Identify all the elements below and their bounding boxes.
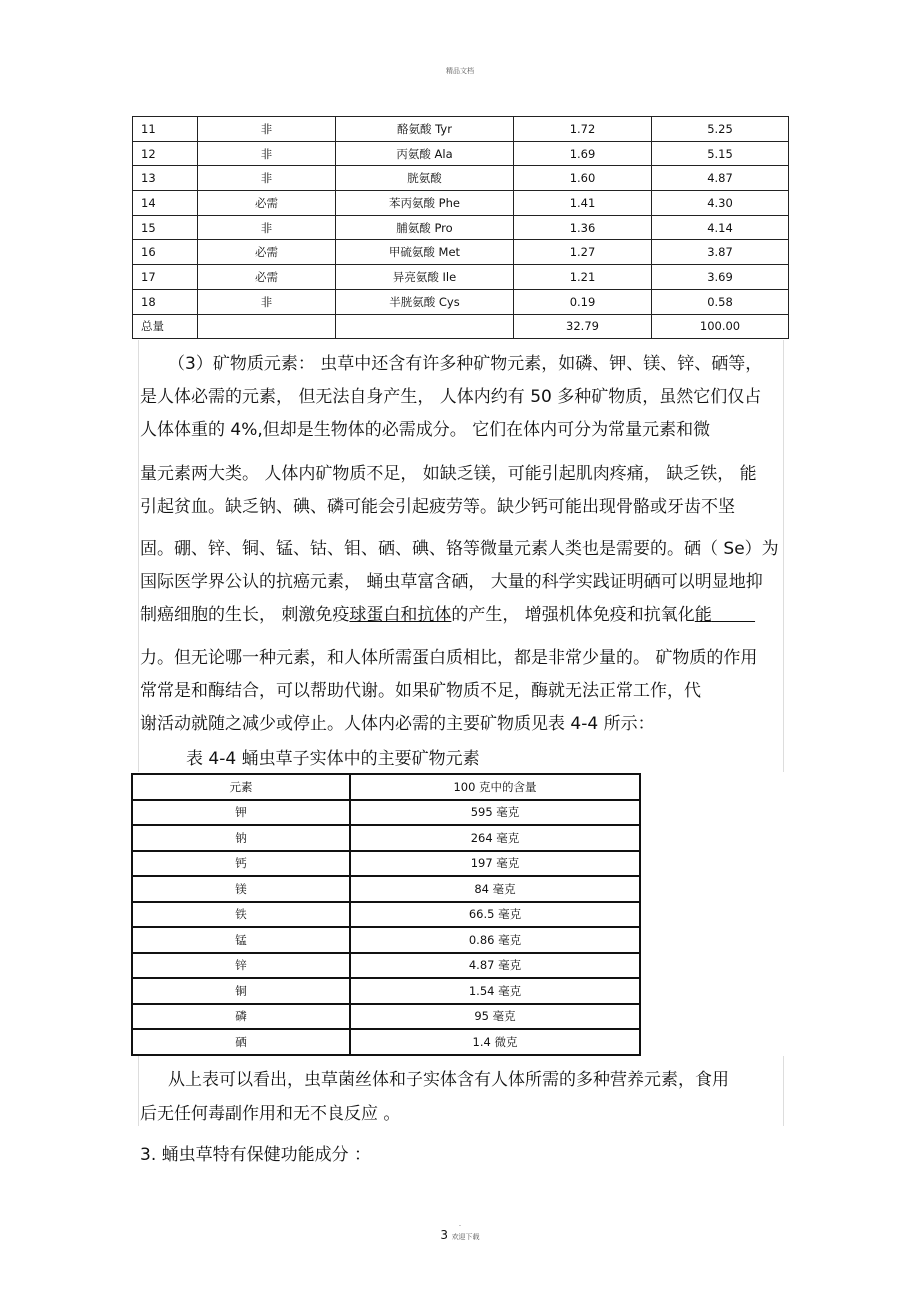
body-line: 是人体必需的元素， 但无法自身产生， 人体内约有 50 多种矿物质，虽然它们仅占 bbox=[140, 387, 762, 407]
body-line: 量元素两大类。 人体内矿物质不足， 如缺乏镁，可能引起肌肉疼痛， 缺乏铁， 能 bbox=[140, 464, 757, 484]
table-cell: 1.27 bbox=[514, 240, 652, 265]
table-cell: 66.5 毫克 bbox=[350, 902, 640, 928]
table-cell: 84 毫克 bbox=[350, 876, 640, 902]
table-cell: 264 毫克 bbox=[350, 825, 640, 851]
page-footer bbox=[0, 1220, 920, 1242]
table-row bbox=[133, 314, 789, 339]
section-heading: 3. 蛹虫草特有保健功能成分 ： bbox=[140, 1145, 372, 1165]
table-cell: 总量 bbox=[133, 314, 198, 339]
table-cell: 17 bbox=[133, 265, 198, 290]
table-cell: 1.72 bbox=[514, 117, 652, 142]
table-cell: 锌 bbox=[132, 953, 350, 979]
table-header-cell: 100 克中的含量 bbox=[350, 774, 640, 800]
table-row bbox=[133, 166, 789, 191]
footer-text: 欢迎下载 bbox=[451, 1233, 480, 1241]
table-row bbox=[132, 1004, 640, 1030]
table-cell: 13 bbox=[133, 166, 198, 191]
table-cell: 脯氨酸 Pro bbox=[336, 215, 514, 240]
table-row bbox=[132, 876, 640, 902]
underline-trail bbox=[712, 605, 755, 625]
table-cell: 1.54 毫克 bbox=[350, 978, 640, 1004]
table-row bbox=[133, 117, 789, 142]
table-cell: 铁 bbox=[132, 902, 350, 928]
table-cell: 钠 bbox=[132, 825, 350, 851]
table-row bbox=[132, 978, 640, 1004]
table-cell: 16 bbox=[133, 240, 198, 265]
table-cell: 3.87 bbox=[652, 240, 789, 265]
table-cell: 异亮氨酸 Ile bbox=[336, 265, 514, 290]
underlined-text: 能 bbox=[694, 605, 712, 625]
footer-dot: . bbox=[458, 1220, 462, 1228]
conclusion-line: 后无任何毒副作用和无不良反应 。 bbox=[140, 1104, 401, 1124]
body-line: 固。硼、锌、铜、锰、钴、钼、硒、碘、铬等微量元素人类也是需要的。硒（ Se）为 bbox=[140, 539, 779, 559]
page-number: 3 bbox=[440, 1228, 449, 1242]
table-cell: 1.21 bbox=[514, 265, 652, 290]
table-row bbox=[132, 800, 640, 826]
table-cell: 非 bbox=[198, 215, 336, 240]
table-cell: 0.19 bbox=[514, 289, 652, 314]
table-cell: 15 bbox=[133, 215, 198, 240]
body-line: 力。但无论哪一种元素，和人体所需蛋白质相比，都是非常少量的。 矿物质的作用 bbox=[140, 648, 758, 668]
table-cell: 100.00 bbox=[652, 314, 789, 339]
table-cell: 甲硫氨酸 Met bbox=[336, 240, 514, 265]
table-cell: 钙 bbox=[132, 851, 350, 877]
table-cell: 0.86 毫克 bbox=[350, 927, 640, 953]
table-cell: 5.25 bbox=[652, 117, 789, 142]
table-cell: 半胱氨酸 Cys bbox=[336, 289, 514, 314]
table-cell: 14 bbox=[133, 191, 198, 216]
table-cell: 197 毫克 bbox=[350, 851, 640, 877]
table-cell: 1.60 bbox=[514, 166, 652, 191]
table-cell: 必需 bbox=[198, 240, 336, 265]
mineral-table bbox=[131, 773, 641, 1056]
table-cell: 1.69 bbox=[514, 141, 652, 166]
table-cell: 镁 bbox=[132, 876, 350, 902]
table-cell: 磷 bbox=[132, 1004, 350, 1030]
table-cell: 4.87 毫克 bbox=[350, 953, 640, 979]
table-cell: 丙氨酸 Ala bbox=[336, 141, 514, 166]
table-cell: 1.36 bbox=[514, 215, 652, 240]
page-header: 精品文档 bbox=[446, 67, 474, 75]
table-caption: 表 4-4 蛹虫草子实体中的主要矿物元素 bbox=[186, 749, 480, 769]
table-row bbox=[132, 825, 640, 851]
table-cell bbox=[336, 314, 514, 339]
table-cell: 铜 bbox=[132, 978, 350, 1004]
table-cell: 硒 bbox=[132, 1029, 350, 1055]
table-row bbox=[133, 240, 789, 265]
body-text: 制癌细胞的生长， 刺激免疫 bbox=[140, 605, 350, 625]
table-cell: 4.87 bbox=[652, 166, 789, 191]
table-cell: 非 bbox=[198, 141, 336, 166]
table-row bbox=[132, 851, 640, 877]
table-cell: 4.14 bbox=[652, 215, 789, 240]
amino-acid-table bbox=[132, 116, 789, 339]
body-line: 常常是和酶结合，可以帮助代谢。如果矿物质不足，酶就无法正常工作，代 bbox=[140, 681, 701, 701]
table-header-cell: 元素 bbox=[132, 774, 350, 800]
table-cell: 必需 bbox=[198, 191, 336, 216]
table-cell: 非 bbox=[198, 289, 336, 314]
table-cell: 苯丙氨酸 Phe bbox=[336, 191, 514, 216]
table-cell: 5.15 bbox=[652, 141, 789, 166]
table-cell: 必需 bbox=[198, 265, 336, 290]
table-cell: 非 bbox=[198, 117, 336, 142]
body-line: （3）矿物质元素： 虫草中还含有许多种矿物元素，如磷、钾、镁、锌、硒等， bbox=[168, 354, 763, 374]
table-row bbox=[132, 927, 640, 953]
underlined-text: 球蛋白和抗体 bbox=[349, 605, 452, 625]
table-cell bbox=[198, 314, 336, 339]
table-cell: 95 毫克 bbox=[350, 1004, 640, 1030]
table-cell: 钾 bbox=[132, 800, 350, 826]
body-line: 国际医学界公认的抗癌元素， 蛹虫草富含硒， 大量的科学实践证明硒可以明显地抑 bbox=[140, 572, 763, 592]
table-row bbox=[132, 953, 640, 979]
table-cell: 32.79 bbox=[514, 314, 652, 339]
table-cell: 锰 bbox=[132, 927, 350, 953]
body-line: 人体体重的 4%,但却是生物体的必需成分。 它们在体内可分为常量元素和微 bbox=[140, 420, 711, 440]
table-cell: 非 bbox=[198, 166, 336, 191]
table-row bbox=[132, 1029, 640, 1055]
table-cell: 1.4 微克 bbox=[350, 1029, 640, 1055]
table-cell: 12 bbox=[133, 141, 198, 166]
table-cell: 4.30 bbox=[652, 191, 789, 216]
table-header-row bbox=[132, 774, 640, 800]
table-row bbox=[133, 141, 789, 166]
body-line: 引起贫血。缺乏钠、碘、磷可能会引起疲劳等。缺少钙可能出现骨骼或牙齿不坚 bbox=[140, 497, 735, 517]
table-cell: 酪氨酸 Tyr bbox=[336, 117, 514, 142]
table-cell: 18 bbox=[133, 289, 198, 314]
table-cell: 595 毫克 bbox=[350, 800, 640, 826]
table-cell: 1.41 bbox=[514, 191, 652, 216]
table-row bbox=[132, 902, 640, 928]
body-text: 的产生， 增强机体免疫和抗氧化 bbox=[451, 605, 695, 625]
conclusion-line: 从上表可以看出，虫草菌丝体和子实体含有人体所需的多种营养元素，食用 bbox=[168, 1070, 729, 1090]
table-row bbox=[133, 215, 789, 240]
table-row bbox=[133, 191, 789, 216]
table-cell: 胱氨酸 bbox=[336, 166, 514, 191]
table-row bbox=[133, 289, 789, 314]
table-row bbox=[133, 265, 789, 290]
table-cell: 0.58 bbox=[652, 289, 789, 314]
body-line bbox=[140, 605, 780, 625]
table-cell: 3.69 bbox=[652, 265, 789, 290]
body-line: 谢活动就随之减少或停止。人体内必需的主要矿物质见表 4-4 所示： bbox=[140, 714, 655, 734]
table-cell: 11 bbox=[133, 117, 198, 142]
